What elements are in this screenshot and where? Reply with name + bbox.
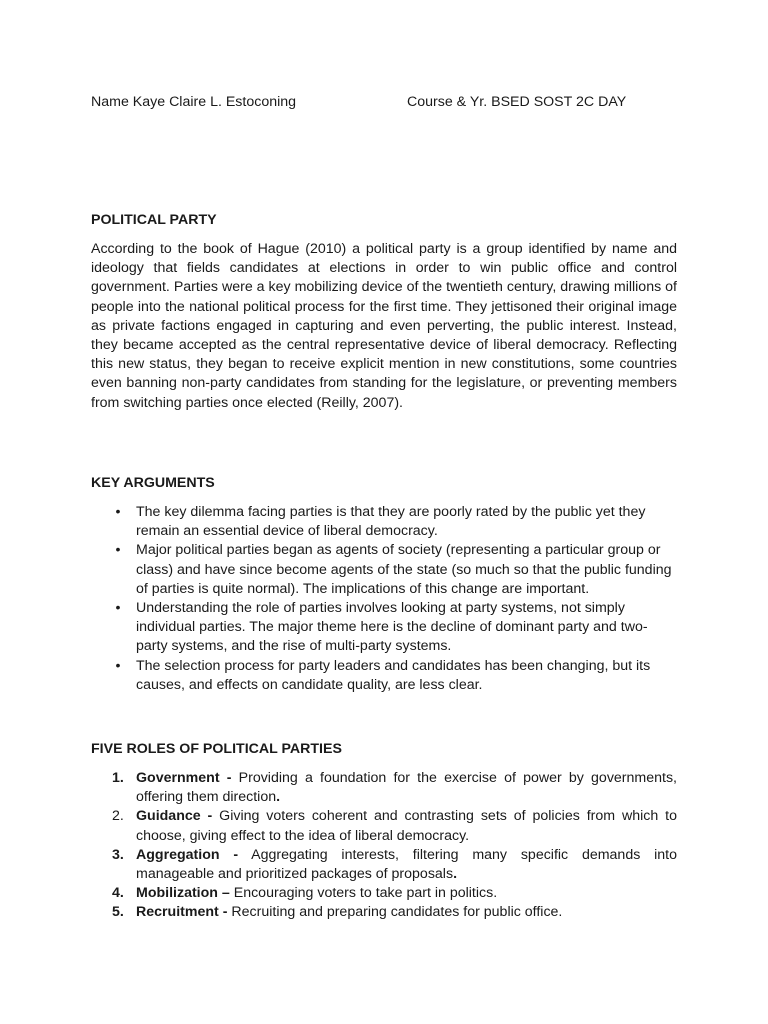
five-roles-list	[91, 769, 677, 923]
list-item	[91, 599, 677, 657]
list-number: 2.	[112, 808, 124, 825]
role-term: Aggregation -	[136, 846, 239, 863]
list-item-text: Understanding the role of parties involves looking at party systems, not simply individual parties. The major theme here is the decline of dominant party and two-party systems, and the rise of multi-party systems.	[136, 600, 648, 655]
political-party-paragraph: According to the book of Hague (2010) a political party is a group identified by name and ideology that fields candidates at elections in order to win public office and control government. Parties were a key mobilizing device of the twentieth century, drawing millions of people into the national political process for the first time. They jettisoned their original image as private factions engaged in capturing and even perverting, the public interest. Instead, they became accepted as the central representative device of liberal democracy. Reflecting this new status, they began to receive explicit mention in new constitutions, some countries even banning non-party candidates from standing for the legislature, or preventing members from switching parties once elected (Reilly, 2007).	[91, 241, 677, 411]
role-term: Guidance -	[136, 808, 213, 825]
list-item	[91, 903, 677, 922]
list-number: 1.	[112, 770, 124, 786]
list-item	[91, 846, 677, 884]
role-description: Encouraging voters to take part in politics.	[229, 885, 498, 902]
heading-key-arguments: KEY ARGUMENTS	[91, 475, 215, 491]
list-item	[91, 769, 677, 807]
role-description: Providing a foundation for the exercise of power by governments, offering them direction	[136, 770, 678, 806]
key-arguments-list	[91, 503, 677, 695]
course-year: Course & Yr. BSED SOST 2C DAY	[407, 94, 627, 110]
bullet-icon: •	[115, 542, 121, 559]
bullet-icon: •	[115, 600, 121, 617]
role-term: Recruitment -	[136, 904, 228, 921]
list-item	[91, 657, 677, 695]
list-number: 5.	[112, 904, 124, 921]
student-name: Name Kaye Claire L. Estoconing	[91, 94, 297, 110]
list-number: 3.	[112, 846, 124, 863]
list-item-text: The selection process for party leaders and candidates has been changing, but its causes, and effects on candidate quality, are less clear.	[136, 657, 651, 693]
document-page	[91, 0, 677, 1024]
list-item-text: Major political parties began as agents of society (representing a particular group or class) and have since become agents of the state (so much so that the public funding of parties is quite normal). The implications of this change are important.	[136, 542, 672, 597]
list-item	[91, 884, 677, 903]
role-description: Recruiting and preparing candidates for public office.	[227, 904, 563, 921]
heading-five-roles: FIVE ROLES OF POLITICAL PARTIES	[91, 741, 342, 757]
list-item-text: The key dilemma facing parties is that they are poorly rated by the public yet they remain an essential device of liberal democracy.	[136, 504, 646, 540]
heading-political-party: POLITICAL PARTY	[91, 212, 217, 228]
role-end-punct: .	[453, 866, 458, 883]
role-term: Mobilization –	[136, 885, 230, 902]
bullet-icon: •	[115, 657, 121, 674]
list-number: 4.	[112, 885, 124, 902]
bullet-icon: •	[115, 504, 121, 520]
list-item	[91, 503, 677, 541]
role-description: Giving voters coherent and contrasting sets of policies from which to choose, giving effect to the idea of liberal democracy.	[136, 808, 677, 844]
list-item	[91, 541, 677, 599]
header-line	[91, 93, 677, 113]
list-item	[91, 807, 677, 845]
role-description: Aggregating interests, filtering many specific demands into manageable and prioritized packages of proposals	[136, 846, 677, 883]
role-term: Government -	[136, 770, 232, 786]
role-end-punct: .	[276, 789, 281, 806]
